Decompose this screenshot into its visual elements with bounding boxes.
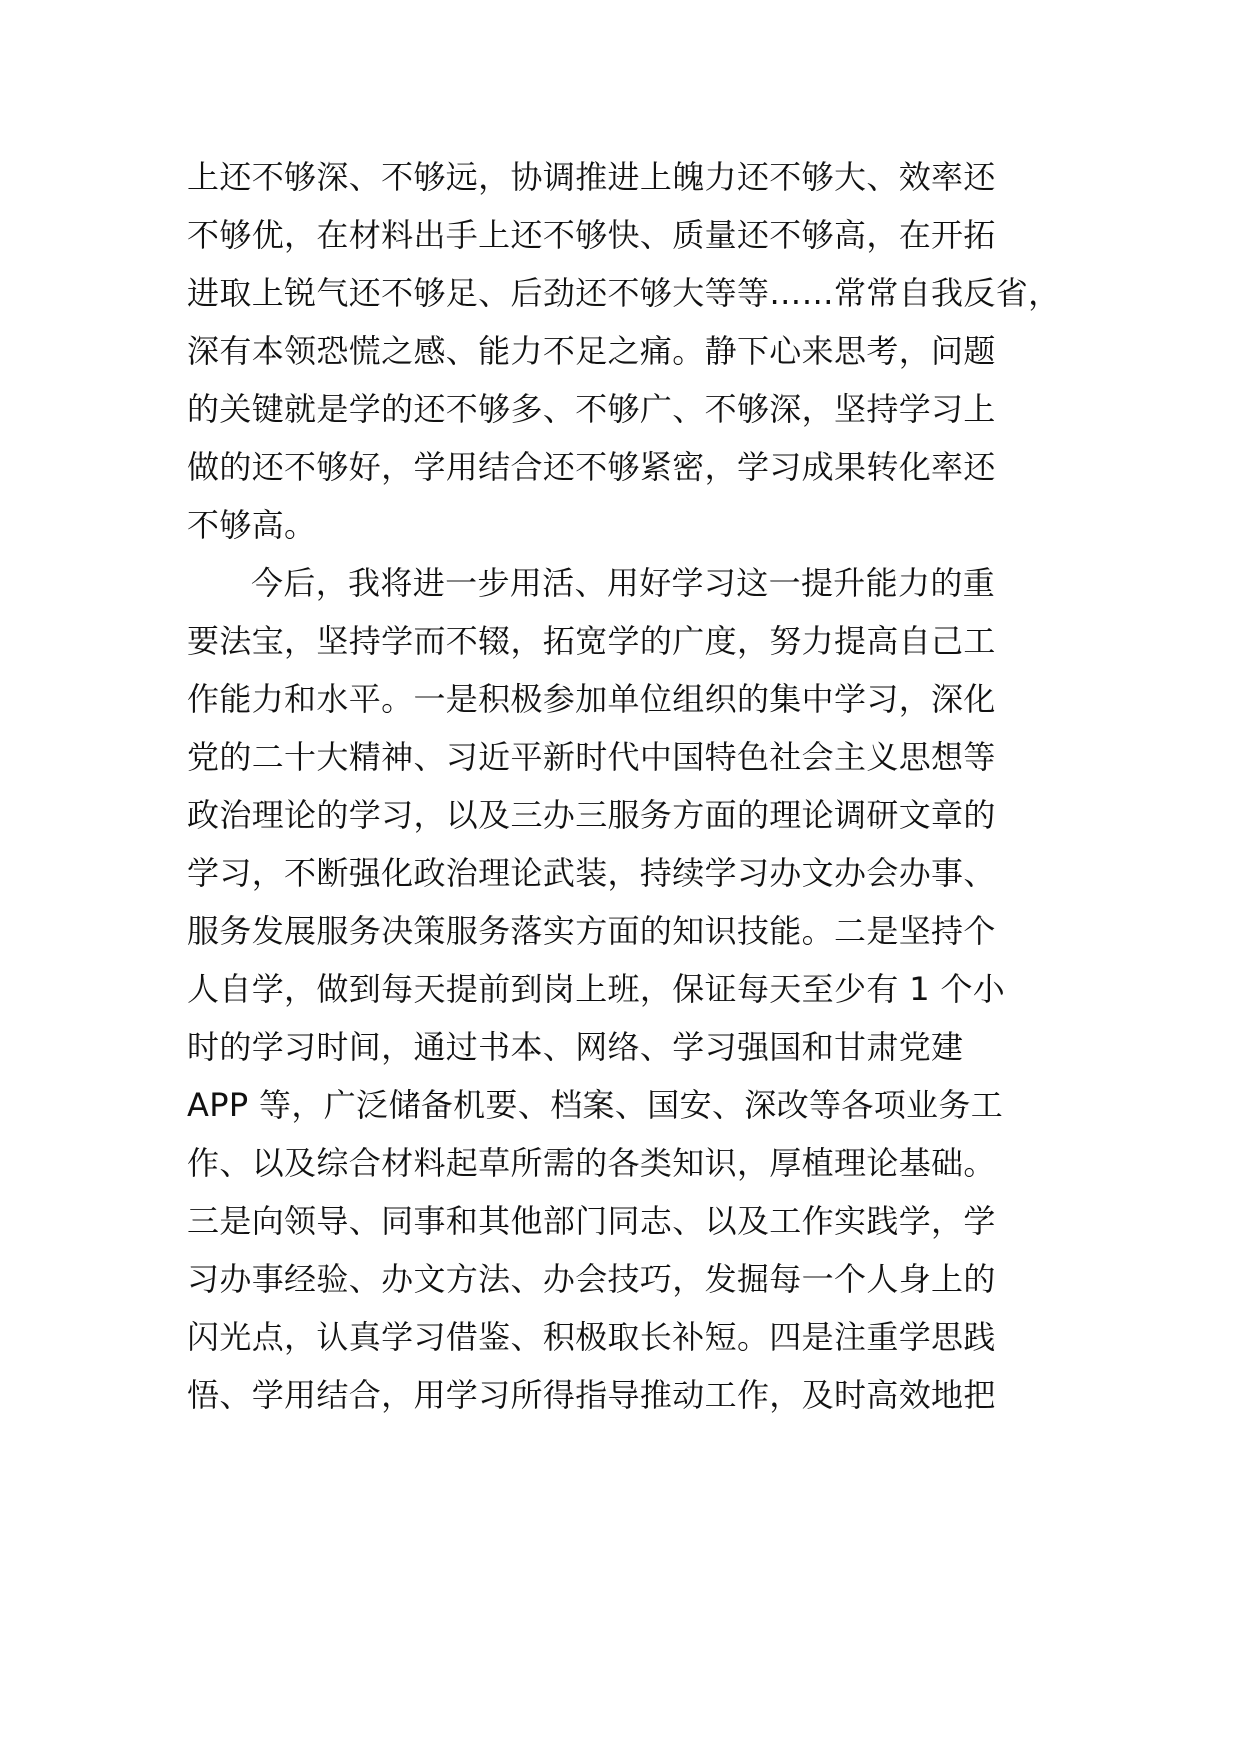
- text-line: 习办事经验、办文方法、办会技巧，发掘每一个人身上的: [187, 1260, 996, 1298]
- text-line: 深有本领恐慌之感、能力不足之痛。静下心来思考，问题: [187, 332, 996, 370]
- text-line: 三是向领导、同事和其他部门同志、以及工作实践学，学: [187, 1202, 996, 1240]
- text-line: 学习，不断强化政治理论武装，持续学习办文办会办事、: [187, 854, 996, 892]
- text-line: 作、以及综合材料起草所需的各类知识，厚植理论基础。: [187, 1144, 996, 1182]
- text-line: 要法宝，坚持学而不辍，拓宽学的广度，努力提高自己工: [187, 622, 996, 660]
- text-line: 政治理论的学习，以及三办三服务方面的理论调研文章的: [187, 796, 996, 834]
- text-line: 上还不够深、不够远，协调推进上魄力还不够大、效率还: [187, 158, 996, 196]
- text-line: 做的还不够好，学用结合还不够紧密，学习成果转化率还: [187, 448, 996, 486]
- text-line: 作能力和水平。一是积极参加单位组织的集中学习，深化: [187, 680, 996, 718]
- text-line: 悟、学用结合，用学习所得指导推动工作，及时高效地把: [187, 1376, 996, 1414]
- text-line: 的关键就是学的还不够多、不够广、不够深，坚持学习上: [187, 390, 996, 428]
- text-line: 闪光点，认真学习借鉴、积极取长补短。四是注重学思践: [187, 1318, 996, 1356]
- text-line: 党的二十大精神、习近平新时代中国特色社会主义思想等: [187, 738, 996, 776]
- text-line: 不够高。: [187, 506, 317, 544]
- text-line: APP 等，广泛储备机要、档案、国安、深改等各项业务工: [187, 1086, 1004, 1124]
- text-line: 服务发展服务决策服务落实方面的知识技能。二是坚持个: [187, 912, 996, 950]
- text-line: 时的学习时间，通过书本、网络、学习强国和甘肃党建: [187, 1028, 964, 1066]
- text-line: 不够优，在材料出手上还不够快、质量还不够高，在开拓: [187, 216, 996, 254]
- text-line: 人自学，做到每天提前到岗上班，保证每天至少有 1 个小: [187, 970, 1006, 1008]
- text-line: 进取上锐气还不够足、后劲还不够大等等……常常自我反省，: [187, 274, 1061, 312]
- paragraph-first-line: 今后，我将进一步用活、用好学习这一提升能力的重: [251, 564, 996, 602]
